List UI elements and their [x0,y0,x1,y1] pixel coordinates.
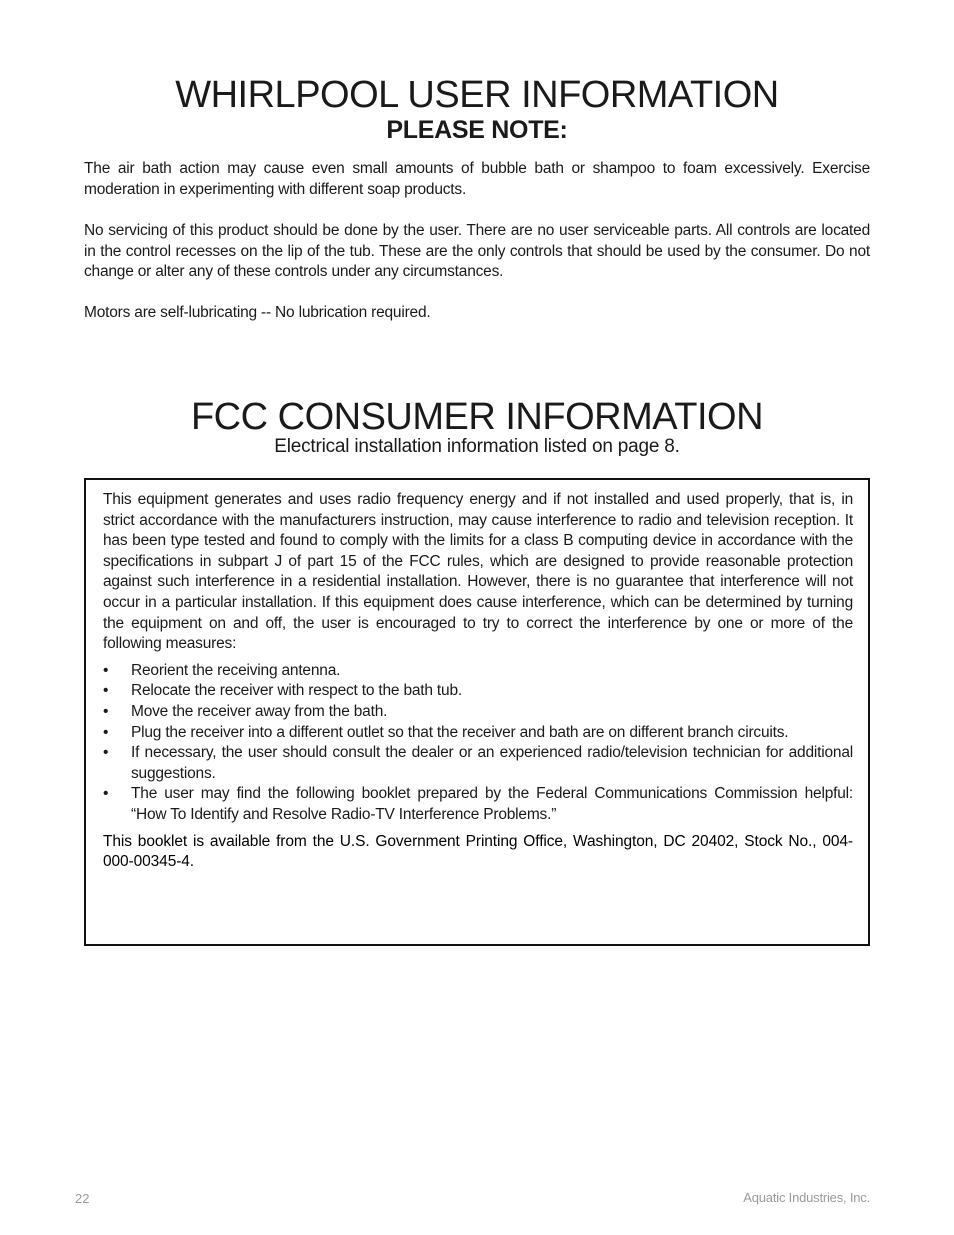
list-item [103,661,853,682]
list-item-text: The user may find the following booklet prepared by the Federal Communications Commission helpful: “How To Identify and Resolve Radio-TV Interference Problems.” [131,785,853,823]
whirlpool-section-title: WHIRLPOOL USER INFORMATION [175,74,779,116]
page-number: 22 [75,1191,90,1206]
motors-paragraph: Motors are self-lubricating -- No lubrication required. [84,304,431,321]
bullet-icon: • [103,661,109,679]
bullet-icon: • [103,702,109,720]
fcc-section-title: FCC CONSUMER INFORMATION [190,396,764,438]
list-item-text: Plug the receiver into a different outlet so that the receiver and bath are on different branch circuits. [131,723,789,741]
list-item-text: Move the receiver away from the bath. [131,702,388,720]
list-item-text: Reorient the receiving antenna. [131,661,341,679]
servicing-paragraph: No servicing of this product should be done by the user. There are no user serviceable parts. All controls are located in the control recesses on the lip of the tub. These are the only controls that should be used by the consumer. Do not change or alter any of these controls under any circumstances. [84,222,870,281]
bullet-icon: • [103,682,109,700]
list-item [103,784,853,825]
footer-company-name: Aquatic Industries, Inc. [743,1190,870,1205]
bullet-icon: • [103,723,109,741]
bullet-icon: • [103,785,109,803]
list-item [103,681,853,702]
fcc-notice-content [103,490,853,873]
fcc-intro-paragraph: This equipment generates and uses radio frequency energy and if not installed and used properly, that is, in strict accordance with the manufacturers instruction, may cause interference to radio and television reception. It has been type tested and found to comply with the limits for a class B computing device in accordance with the specifications in subpart J of part 15 of the FCC rules, which are designed to provide reasonable protection against such interference in a residential installation. However, there is no guarantee that interference will not occur in a particular installation. If this equipment does cause interference, which can be determined by turning the equipment on and off, the user is encouraged to try to correct the interference by one or more of the following measures: [103,491,853,653]
fcc-subtitle: Electrical installation information listed on page 8. [274,436,680,457]
soap-warning-paragraph: The air bath action may cause even small amounts of bubble bath or shampoo to foam excessively. Exercise moderation in experimenting with different soap products. [84,160,870,198]
list-item-text: If necessary, the user should consult the dealer or an experienced radio/television technician for additional suggestions. [131,744,853,782]
booklet-availability-paragraph: This booklet is available from the U.S. Government Printing Office, Washington, DC 20402, Stock No., 004-000-00345-4. [103,832,853,871]
list-item-text: Relocate the receiver with respect to the bath tub. [131,682,462,700]
fcc-measures-list [103,661,853,826]
list-item [103,723,853,744]
fcc-notice-box [84,478,870,946]
list-item [103,743,853,784]
list-item [103,702,853,723]
please-note-heading: PLEASE NOTE: [386,116,568,144]
bullet-icon: • [103,744,109,762]
